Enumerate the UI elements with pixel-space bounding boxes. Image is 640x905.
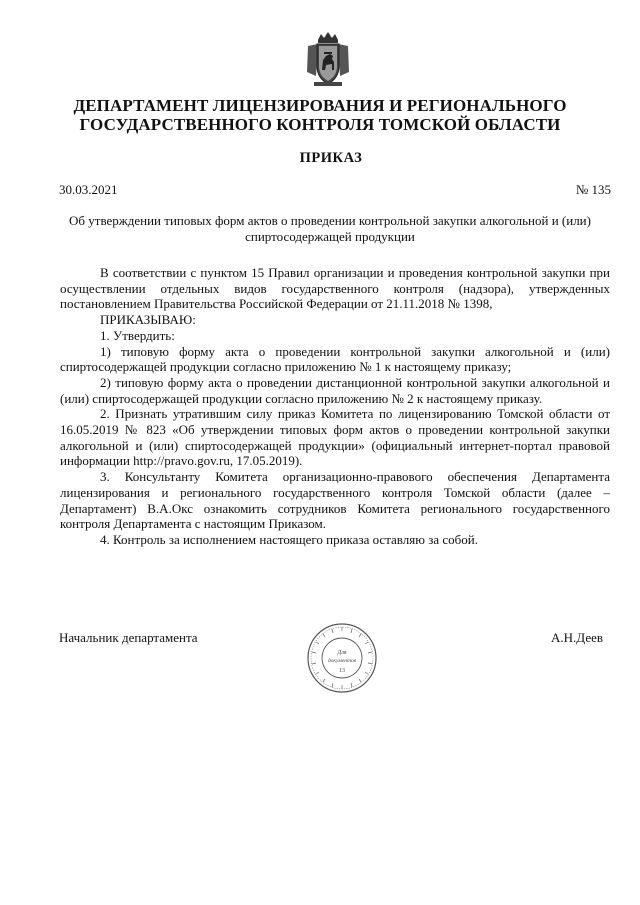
document-subject: Об утверждении типовых форм актов о проведении контрольной закупки алкогольной и (или) спиртосодержащей продукции	[69, 213, 591, 244]
stamp-text-1: Для	[337, 650, 347, 656]
paragraph-item-1: 1. Утвердить:	[100, 327, 175, 343]
paragraph-item-1-1: 1) типовую форму акта о проведении контрольной закупки алкогольной и (или) спиртосодержащей продукции согласно приложению № 1 к настоящему приказу;	[60, 343, 610, 375]
paragraph-item-1-2: 2) типовую форму акта о проведении дистанционной контрольной закупки алкогольной и (или) спиртосодержащей продукции согласно приложению № 2 к настоящему приказу.	[60, 374, 610, 406]
paragraph-item-2: 2. Признать утратившим силу приказ Комитета по лицензированию Томской области от 16.05.2019 № 823 «Об утверждении типовых форм актов о проведении контрольной закупки алкогольной и (или) спиртосодержащей продукции» (официальный интернет-портал правовой информации http://pravo.gov.ru, 17.05.2019).	[60, 406, 610, 469]
coat-of-arms-icon	[306, 32, 350, 88]
stamp-text-3: 13	[339, 668, 345, 674]
signatory-position: Начальник департамента	[59, 630, 198, 645]
department-title: ДЕПАРТАМЕНТ ЛИЦЕНЗИРОВАНИЯ И РЕГИОНАЛЬНОГО ГОСУДАРСТВЕННОГО КОНТРОЛЯ ТОМСКОЙ ОБЛАСТИ	[73, 96, 567, 134]
document-type: ПРИКАЗ	[299, 150, 363, 166]
paragraph-item-3: 3. Консультанту Комитета организационно-правового обеспечения Департамента лицензирования и регионального государственного контроля Томской области (далее – Департамент) В.А.Окс ознакомить сотрудников Комитета регионального государственного контроля Департамента с настоящим Приказом.	[60, 469, 610, 532]
paragraph-order: ПРИКАЗЫВАЮ:	[100, 312, 196, 328]
document-body	[60, 265, 610, 548]
official-stamp-icon	[306, 622, 378, 694]
document-date: 30.03.2021	[59, 182, 118, 197]
paragraph-preamble: В соответствии с пунктом 15 Правил организации и проведения контрольной закупки при осуществлении отдельных видов государственного контроля (надзора), утвержденных постановлением Правительства Российской Федерации от 21.11.2018 № 1398,	[60, 265, 610, 312]
stamp-text-2: документов	[327, 658, 357, 664]
paragraph-item-4: 4. Контроль за исполнением настоящего приказа оставляю за собой.	[100, 531, 478, 547]
signatory-name: А.Н.Деев	[551, 630, 603, 645]
document-number: № 135	[575, 182, 611, 197]
